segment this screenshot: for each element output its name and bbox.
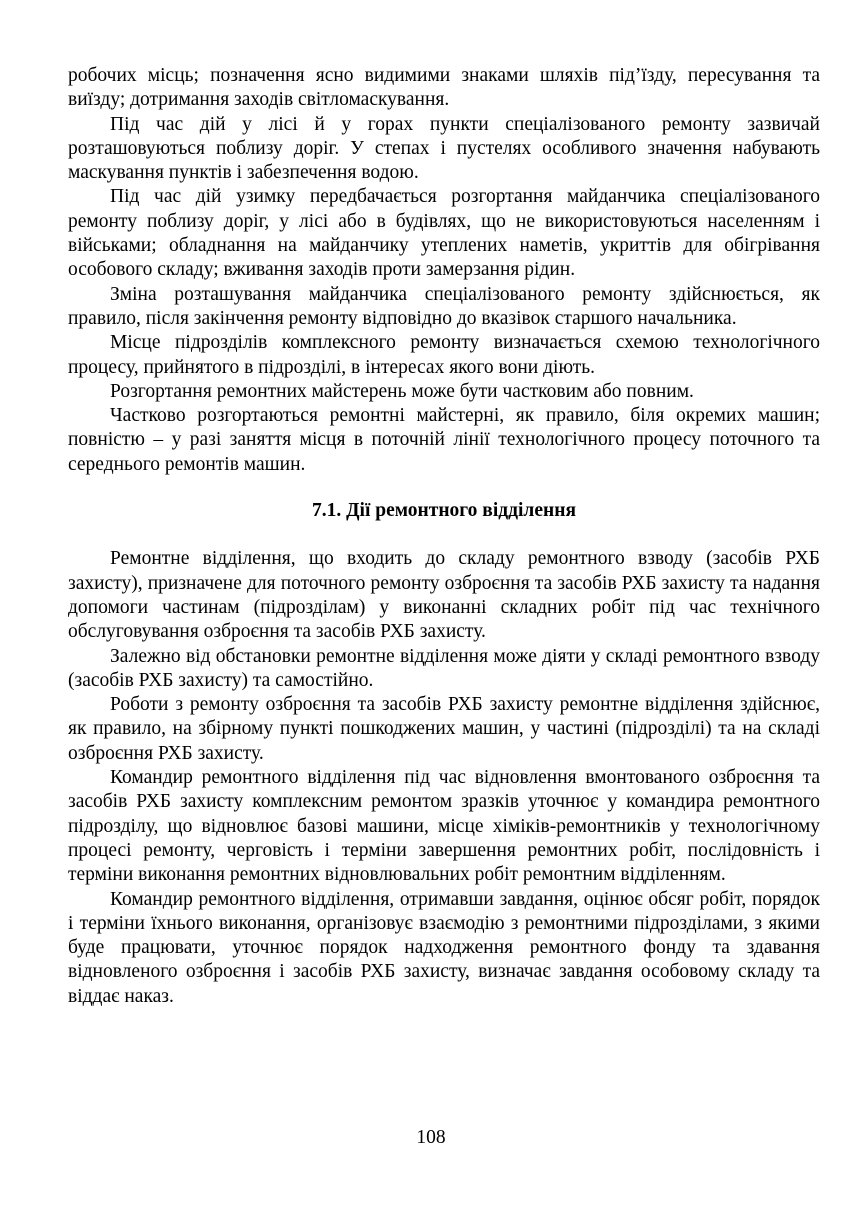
section-title: 7.1. Дії ремонтного відділення: [311, 500, 577, 522]
paragraph-section-3: Роботи з ремонту озброєння та засобів РХБ захисту ремонтне відділення здійснює, як правило, на збірному пункті пошкоджених машин, у частині (підрозділі) та на складі озброєння РХБ захисту.: [68, 694, 820, 764]
document-page: [68, 64, 820, 1009]
paragraph-intro-1: робочих місць; позначення ясно видимими знаками шляхів під’їзду, пересування та виїзду; дотримання заходів світломаскування.: [68, 65, 820, 111]
paragraph-section-4: Командир ремонтного відділення під час відновлення вмонтованого озброєння та засобів РХБ захисту комплексним ремонтом зразків уточнює у командира ремонтного підрозділу, що відновлює базові машини, місце хіміків-ремонтників у технологічному процесі ремонту, черговість і терміни завершення ремонтних робіт, послідовність і терміни виконання ремонтних відновлювальних робіт ремонтним відділенням.: [68, 767, 820, 886]
paragraph-section-2: Залежно від обстановки ремонтне відділення може діяти у складі ремонтного взводу (засобів РХБ захисту) та самостійно.: [68, 645, 820, 691]
paragraph-section-5: Командир ремонтного відділення, отримавши завдання, оцінює обсяг робіт, порядок і терміни їхнього виконання, організовує взаємодію з ремонтними підрозділами, з якими буде працювати, уточнює порядок надходження ремонтного фонду та здавання відновленого озброєння і засобів РХБ захисту, визначає завдання особовому складу та віддає наказ.: [68, 888, 820, 1007]
paragraph-intro-4: Зміна розташування майданчика спеціалізованого ремонту здійснюється, як правило, після закінчення ремонту відповідно до вказівок старшого начальника.: [68, 283, 820, 329]
paragraph-intro-5: Місце підрозділів комплексного ремонту визначається схемою технологічного процесу, прийнятого в підрозділі, в інтересах якого вони діють.: [68, 332, 820, 378]
paragraph-intro-2: Під час дій у лісі й у горах пункти спеціалізованого ремонту зазвичай розташовуються поблизу доріг. У степах і пустелях особливого значення набувають маскування пунктів і забезпечення водою.: [68, 113, 820, 184]
paragraph-intro-3: Під час дій узимку передбачається розгортання майданчика спеціалізованого ремонту поблизу доріг, у лісі або в будівлях, що не використовуються населенням і військами; обладнання на майданчику утеплених наметів, укриттів для обігрівання особового складу; вживання заходів проти замерзання рідин.: [68, 186, 820, 281]
page-number: 108: [416, 1127, 446, 1148]
paragraph-section-1: Ремонтне відділення, що входить до складу ремонтного взводу (засобів РХБ захисту), призначене для поточного ремонту озброєння та засобів РХБ захисту та надання допомоги частинам (підрозділам) у виконанні складних робіт під час технічного обслуговування озброєння та засобів РХБ захисту.: [68, 548, 820, 643]
paragraph-intro-6: Розгортання ремонтних майстерень може бути частковим або повним.: [110, 380, 694, 402]
paragraph-intro-7: Частково розгортаються ремонтні майстерні, як правило, біля окремих машин; повністю – у разі заняття місця в поточній лінії технологічного процесу поточного та середнього ремонтів машин.: [68, 405, 820, 475]
